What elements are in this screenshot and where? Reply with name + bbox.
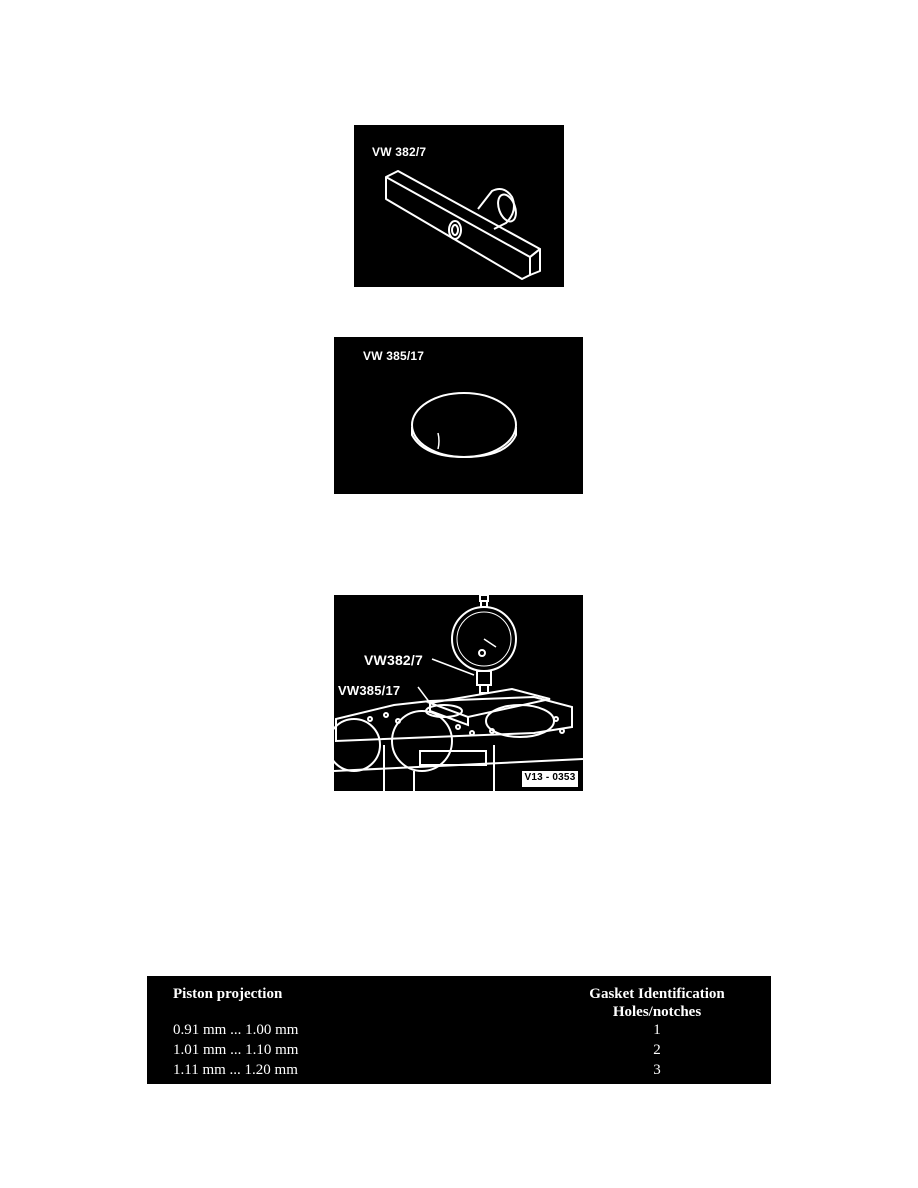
table-row-1-projection: 0.91 mm ... 1.00 mm	[173, 1022, 299, 1038]
table-row-3-holes: 3	[653, 1062, 661, 1078]
table-row-1-holes: 1	[653, 1022, 661, 1038]
figure-code: V13 - 0353	[524, 772, 576, 783]
tool-figure-vw382-7	[354, 125, 564, 287]
callout-vw382-7: VW382/7	[364, 652, 423, 668]
table-row-3-projection: 1.11 mm ... 1.20 mm	[173, 1062, 298, 1078]
gasket-identification-table	[147, 976, 771, 1084]
disc-drawing	[334, 337, 583, 494]
callout-vw385-17: VW385/17	[338, 683, 401, 698]
table-row-2-projection: 1.01 mm ... 1.10 mm	[173, 1042, 299, 1058]
tool-label-vw385-17: VW 385/17	[363, 349, 425, 363]
measurement-setup-figure	[334, 595, 583, 791]
column-header-gasket-identification-line1: Gasket Identification	[589, 986, 725, 1002]
column-header-gasket-identification-line2: Holes/notches	[612, 1004, 702, 1020]
tool-label-vw382-7: VW 382/7	[372, 145, 427, 159]
table-row-2-holes: 2	[653, 1042, 661, 1058]
column-header-piston-projection: Piston projection	[173, 986, 283, 1002]
bar-tool-drawing	[354, 125, 564, 287]
tool-figure-vw385-17	[334, 337, 583, 494]
